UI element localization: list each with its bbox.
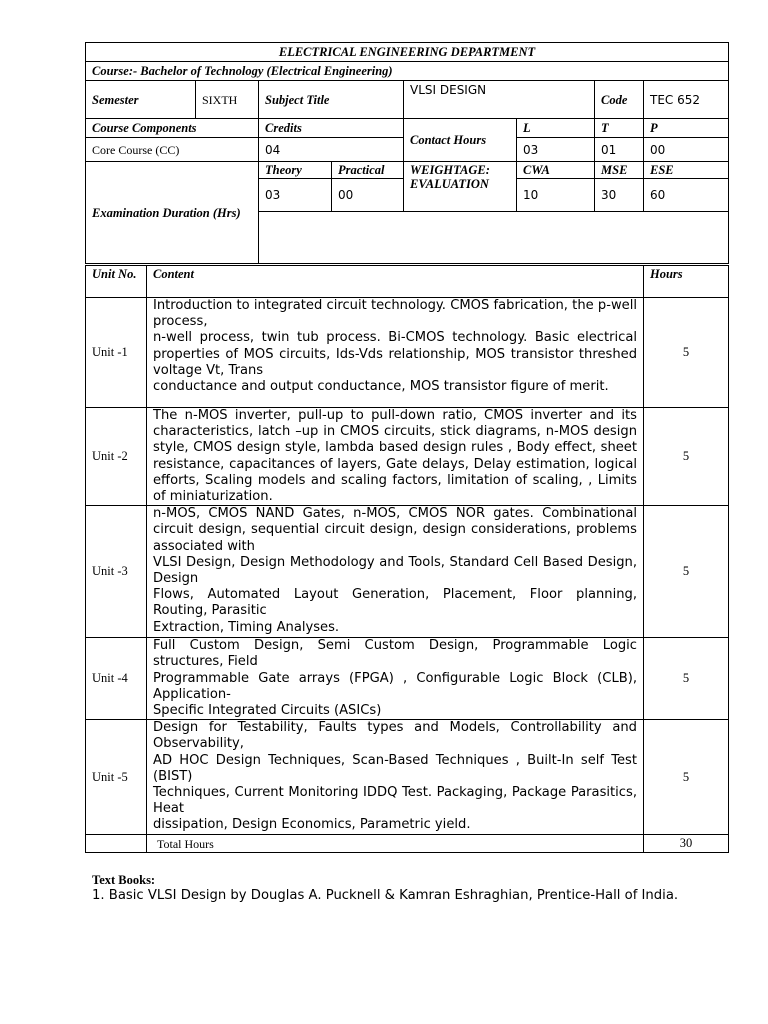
content-line: The n-MOS inverter, pull-up to pull-down ratio, CMOS inverter and its characteristics, latch –up in CMOS circuits, stick diagrams, n-MOS design style, CMOS design style, lambda based design rules , Body effect, sheet resistance, capacitances of layers, Gate delays, Delay estimation, logical efforts, Scaling models and scaling factors, limitation of scaling, , Limits of miniaturization. [153,408,637,505]
units-table [85,265,729,853]
contact-l-label: L [517,119,595,138]
contact-t-value: 01 [595,138,644,162]
evaluation-label: EVALUATION [410,177,489,191]
contact-hours-label: Contact Hours [404,119,517,162]
unit-content [147,720,644,835]
content-line: Introduction to integrated circuit technology. CMOS fabrication, the p-well process, [153,298,637,330]
unit-content [147,298,644,408]
mse-value: 30 [595,179,644,212]
unit-hours: 5 [644,638,729,720]
content-line: conductance and output conductance, MOS transistor figure of merit. [153,379,609,395]
total-hours-label: Total Hours [147,835,644,853]
subject-title-value: VLSI DESIGN [404,81,595,119]
department-title: ELECTRICAL ENGINEERING DEPARTMENT [86,43,729,62]
content-line: n-MOS, CMOS NAND Gates, n-MOS, CMOS NOR gates. Combinational circuit design, sequential circuit design, design considerations, problems associated with [153,506,637,554]
table-row [86,720,729,835]
table-row [86,298,729,408]
unit-label: Unit -1 [86,298,147,408]
semester-label: Semester [86,81,196,119]
exam-duration-label: Examination Duration (Hrs) [86,162,259,264]
code-label: Code [595,81,644,119]
content-line: Techniques, Current Monitoring IDDQ Test. Packaging, Package Parasitics, Heat [153,785,637,817]
unit-hours: 5 [644,720,729,835]
content-line: VLSI Design, Design Methodology and Tools, Standard Cell Based Design, Design [153,554,637,587]
code-value: TEC 652 [644,81,729,119]
total-hours-value: 30 [644,835,729,853]
cwa-label: CWA [517,162,595,179]
unit-content [147,506,644,638]
mse-label: MSE [595,162,644,179]
table-row [86,506,729,638]
practical-value: 00 [332,179,404,212]
content-line: Programmable Gate arrays (FPGA) , Configurable Logic Block (CLB), Application- [153,670,637,702]
theory-label: Theory [259,162,332,179]
theory-value: 03 [259,179,332,212]
table-row [86,408,729,506]
unit-hours: 5 [644,506,729,638]
semester-value: SIXTH [196,81,259,119]
text-book-item: 1. Basic VLSI Design by Douglas A. Pucknell & Kamran Eshraghian, Prentice-Hall of India. [92,888,679,903]
contact-p-value: 00 [644,138,729,162]
table-row [86,638,729,720]
text-books-title: Text Books: [92,873,156,887]
content-line: Flows, Automated Layout Generation, Placement, Floor planning, Routing, Parasitic [153,587,637,619]
unit-label: Unit -2 [86,408,147,506]
unit-content [147,638,644,720]
content-line: AD HOC Design Techniques, Scan-Based Techniques , Built-In self Test (BIST) [153,752,637,784]
unit-label: Unit -4 [86,638,147,720]
content-header: Content [147,266,644,298]
credits-label: Credits [259,119,404,138]
ese-value: 60 [644,179,729,212]
text-books-section [92,872,692,904]
content-line: dissipation, Design Economics, Parametric yield. [153,817,471,833]
credits-value: 04 [259,138,404,162]
contact-t-label: T [595,119,644,138]
empty-cell [86,835,147,853]
contact-p-label: P [644,119,729,138]
course-title: Course:- Bachelor of Technology (Electrical Engineering) [86,62,729,81]
unit-hours: 5 [644,298,729,408]
content-line: Extraction, Timing Analyses. [153,619,340,635]
unit-hours: 5 [644,408,729,506]
unit-content [147,408,644,506]
contact-l-value: 03 [517,138,595,162]
unit-no-header: Unit No. [86,266,147,298]
weightage-evaluation-label [404,162,517,212]
total-row [86,835,729,853]
course-components-label: Course Components [86,119,259,138]
content-line: n-well process, twin tub process. Bi-CMOS technology. Basic electrical properties of MOS circuits, Ids-Vds relationship, MOS transistor threshed voltage Vt, Trans [153,330,637,378]
unit-label: Unit -3 [86,506,147,638]
course-header-table [85,42,729,264]
unit-label: Unit -5 [86,720,147,835]
content-line: Design for Testability, Faults types and Models, Controllability and Observability, [153,720,637,752]
weightage-label: WEIGHTAGE: [410,163,490,177]
ese-label: ESE [644,162,729,179]
course-component-value: Core Course (CC) [86,138,259,162]
practical-label: Practical [332,162,404,179]
content-line: Specific Integrated Circuits (ASICs) [153,703,382,719]
content-line: Full Custom Design, Semi Custom Design, Programmable Logic structures, Field [153,638,637,670]
hours-header: Hours [644,266,729,298]
cwa-value: 10 [517,179,595,212]
empty-cell [259,212,729,264]
subject-title-label: Subject Title [259,81,404,119]
